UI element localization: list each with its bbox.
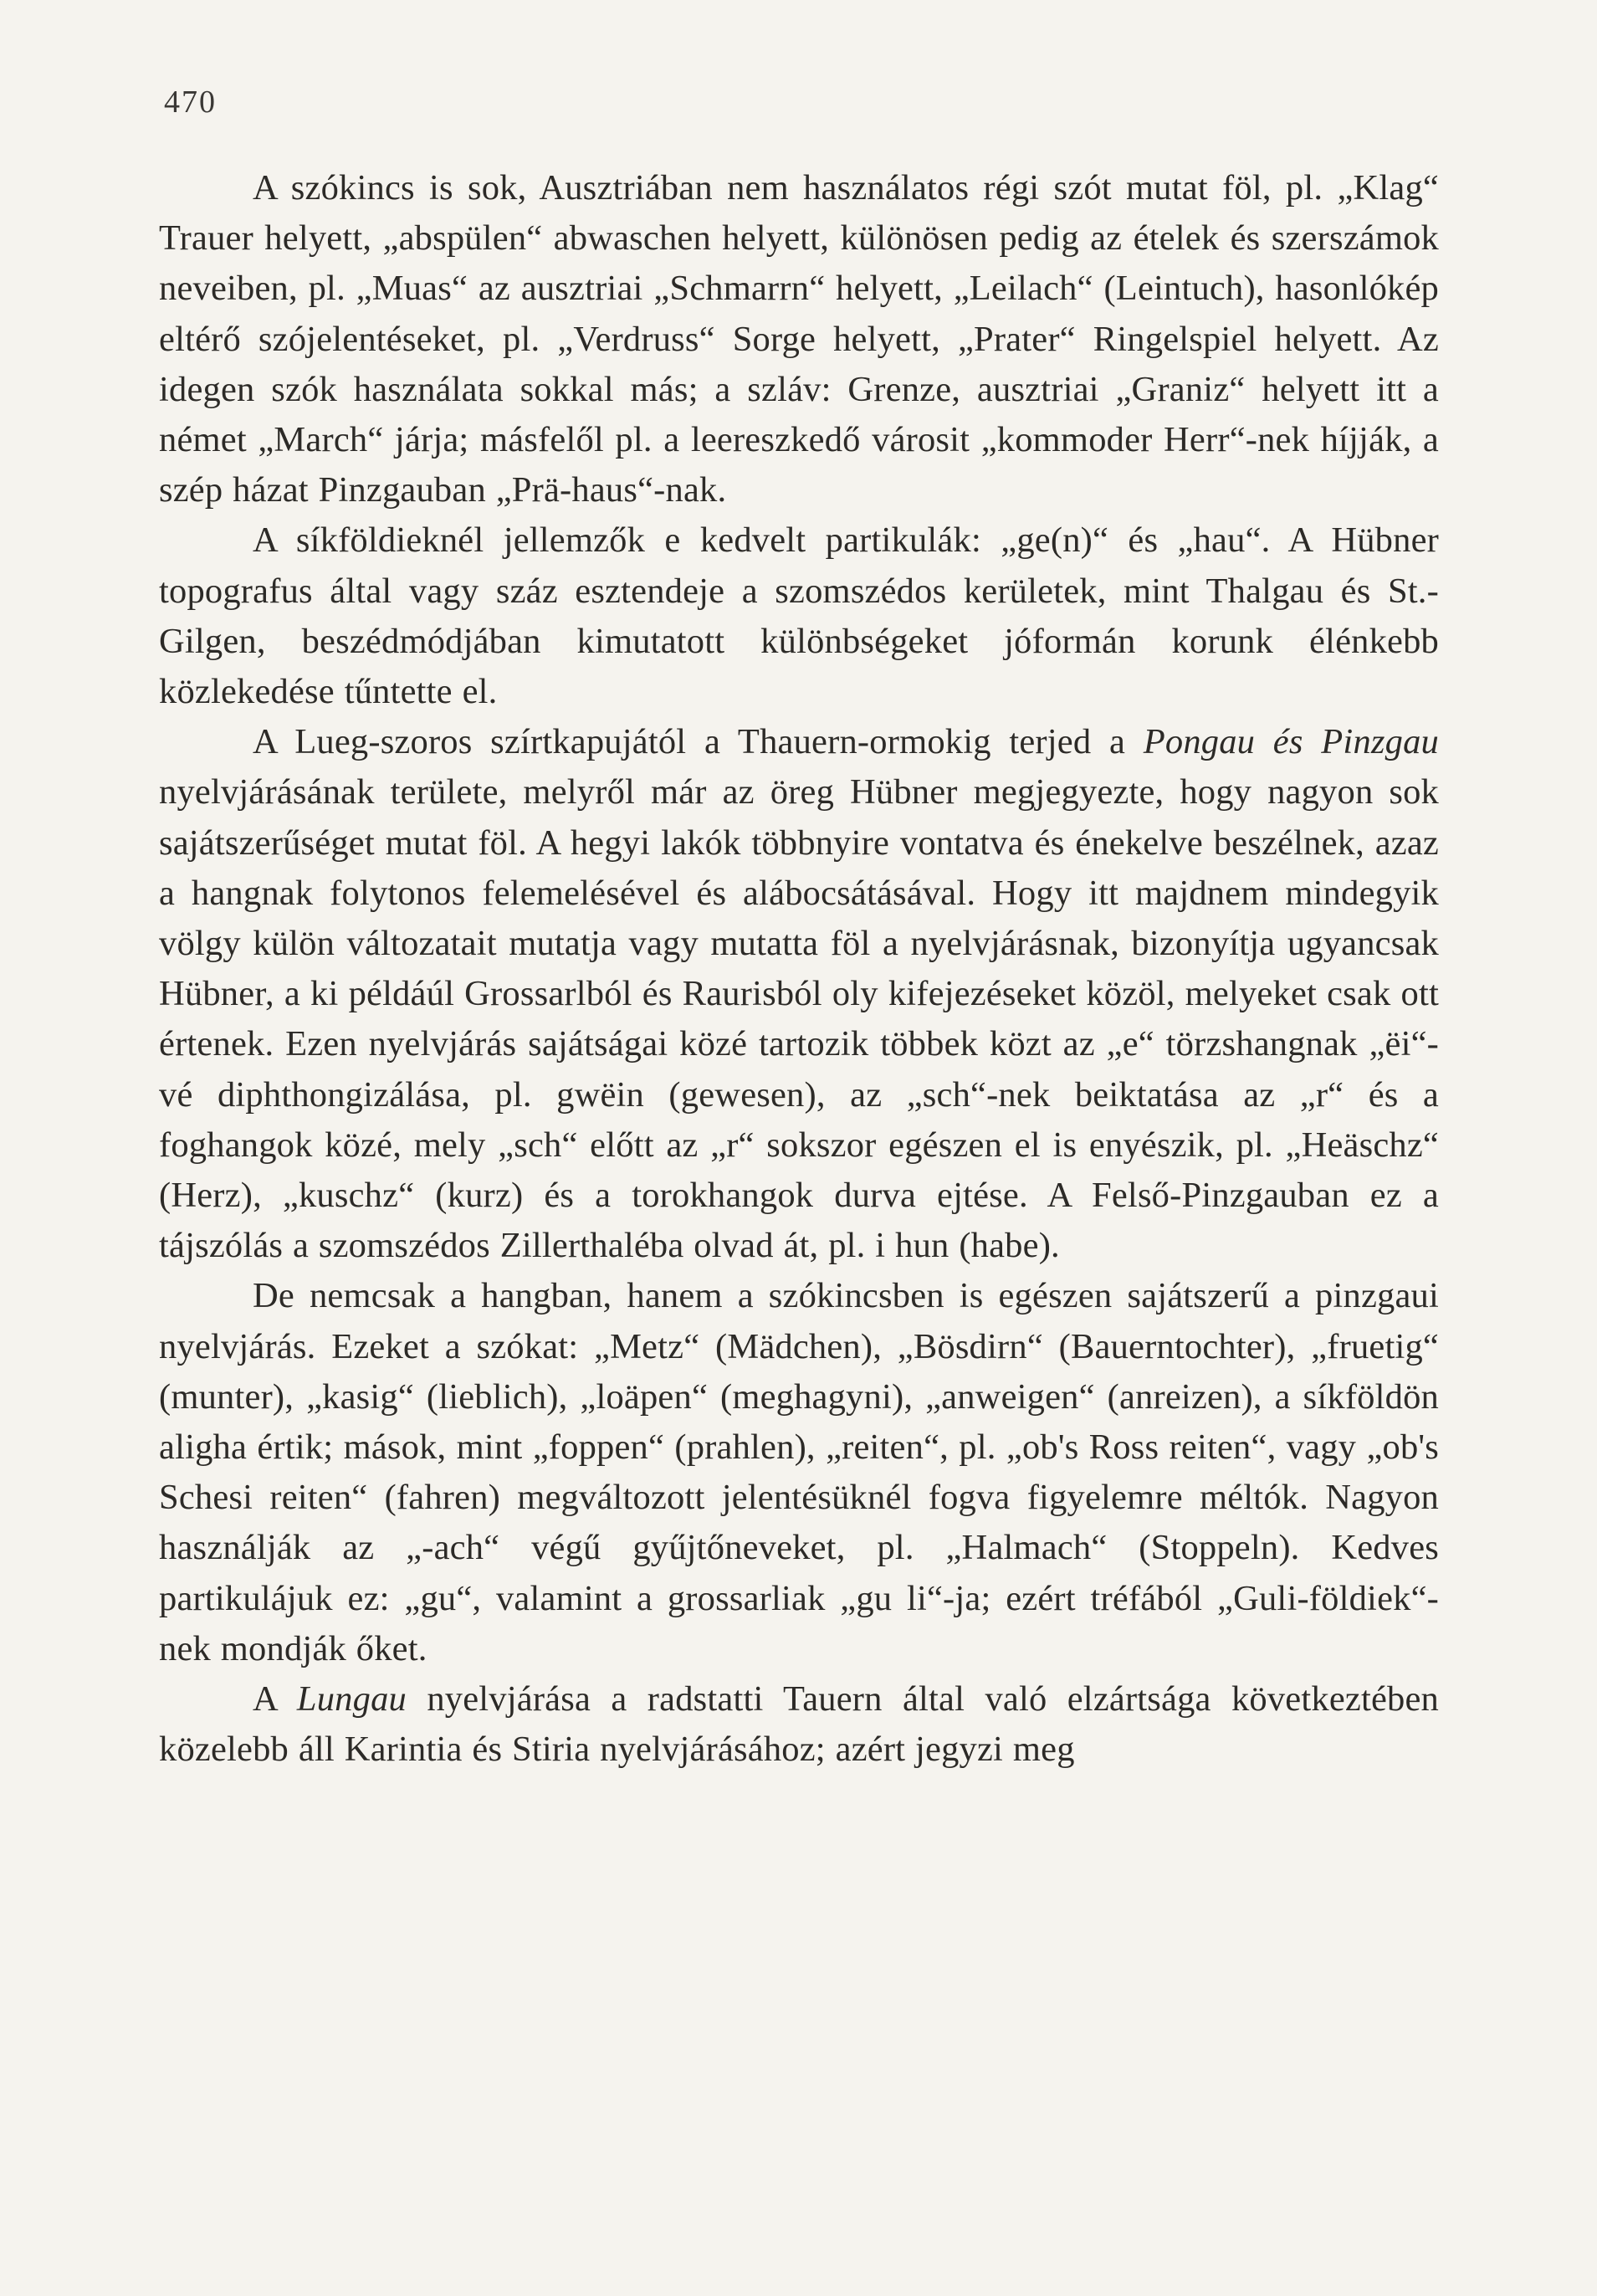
paragraph-text: A szókincs is sok, Ausztriában nem használatos régi szót mutat föl, pl. „Klag“ Trauer helyett, „abspülen“ abwaschen helyett, különösen pedig az ételek és szerszámok neveiben, pl. „Muas“ az ausztriai „Schmarrn“ helyett, „Leilach“ (Leintuch), hasonlókép eltérő szójelentéseket, pl. „Verdruss“ Sorge helyett, „Prater“ Ringelspiel helyett. Az idegen szók használata sokkal más; a szláv: Grenze, ausztriai „Graniz“ helyett itt a német „March“ járja; másfelől pl. a leereszkedő városit „kommoder Herr“-nek híjják, a szép házat Pinzgauban „Prä-haus“-nak.	[159, 168, 1439, 510]
paragraph-text: De nemcsak a hangban, hanem a szókincsben is egészen sajátszerű a pinzgaui nyelvjárás. Ezeket a szókat: „Metz“ (Mädchen), „Bösdirn“ (Bauerntochter), „fruetig“ (munter), „kasig“ (lieblich), „loäpen“ (meghagyni), „anweigen“ (anreizen), a síkföldön aligha értik; mások, mint „foppen“ (prahlen), „reiten“, pl. „ob's Ross reiten“, vagy „ob's Schesi reiten“ (fahren) megváltozott jelentésüknél fogva figyelemre méltók. Nagyon használják az „-ach“ végű gyűjtőneveket, pl. „Halmach“ (Stoppeln). Kedves partikulájuk ez: „gu“, valamint a grossarliak „gu li“-ja; ezért tréfából „Guli-földiek“-nek mondják őket.	[159, 1276, 1439, 1668]
page-number: 470	[164, 85, 217, 120]
italic-place-name: Lungau	[296, 1679, 407, 1719]
paragraph-pongau-pinzgau	[159, 717, 1439, 1271]
paragraph-text: A síkföldieknél jellemzők e kedvelt partikulák: „ge(n)“ és „hau“. A Hübner topografus által vagy száz esztendeje a szomszédos kerületek, mint Thalgau és St.-Gilgen, beszédmódjában kimutatott különbségeket jóformán korunk élénkebb közlekedése tűntette el.	[159, 520, 1439, 712]
paragraph-particles	[159, 515, 1439, 717]
paragraph-text: nyelvjárásának területe, melyről már az öreg Hübner megjegyezte, hogy nagyon sok sajátszerűséget mutat föl. A hegyi lakók többnyire vontatva és énekelve beszélnek, azaz a hangnak folytonos felemelésével és alábocsátásával. Hogy itt majdnem mindegyik völgy külön változatait mutatja vagy mutatta föl a nyelvjárásnak, bizonyítja ugyancsak Hübner, a ki példáúl Grossarlból és Raurisból oly kifejezéseket közöl, melyeket csak ott értenek. Ezen nyelvjárás sajátságai közé tartozik többek közt az „e“ törzshangnak „ëi“-vé diphthongizálása, pl. gwëin (gewesen), az „sch“-nek beiktatása az „r“ és a foghangok közé, mely „sch“ előtt az „r“ sokszor egészen el is enyészik, pl. „Heäschz“ (Herz), „kuschz“ (kurz) és a torokhangok durva ejtése. A Felső-Pinzgauban ez a tájszólás a szomszédos Zillerthaléba olvad át, pl. i hun (habe).	[159, 772, 1439, 1266]
italic-place-name: Pongau és Pinzgau	[1143, 722, 1439, 762]
paragraph-lungau	[159, 1674, 1439, 1775]
paragraph-pinzgau-vocabulary	[159, 1271, 1439, 1674]
paragraph-text: A	[253, 1679, 297, 1719]
paragraph-text: A Lueg-szoros szírtkapujától a Thauern-ormokig terjed a	[253, 722, 1144, 762]
paragraph-text: nyelvjárása a radstatti Tauern által való elzártsága következtében közelebb áll Karintia és Stiria nyelvjárásához; azért jegyzi meg	[159, 1679, 1439, 1770]
body-text	[159, 163, 1439, 1776]
paragraph-vocabulary	[159, 163, 1439, 515]
